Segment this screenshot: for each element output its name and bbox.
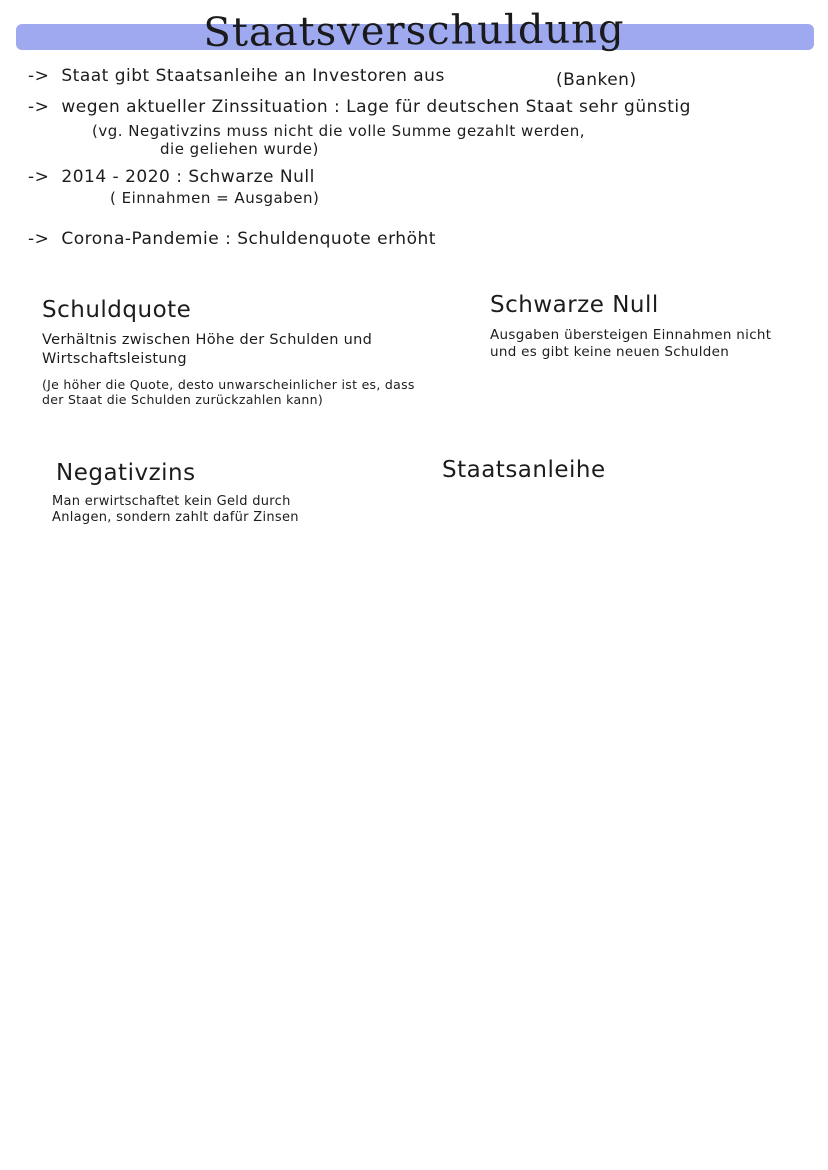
arrow-icon: -> [28,167,50,187]
note-line-2-text: wegen aktueller Zinssituation : Lage für deutschen Staat sehr günstig [61,97,691,117]
definition-negativzins-title: Negativzins [56,460,196,486]
note-line-4-text: Corona-Pandemie : Schuldenquote erhöht [61,229,436,249]
note-line-3-text: 2014 - 2020 : Schwarze Null [61,167,315,187]
note-line-2 [28,97,691,117]
definition-schwarze-null-title: Schwarze Null [490,292,659,318]
definition-schuldquote-text: Verhältnis zwischen Höhe der Schulden und Wirtschaftsleistung [42,332,373,367]
definition-schuldquote-note: (Je höher die Quote, desto unwarscheinlicher ist es, dass der Staat die Schulden zurückzahlen kann) [42,377,415,407]
note-line-3 [28,167,315,187]
note-line-1-aside: (Banken) [556,70,637,90]
note-line-2-sub-1: (vg. Negativzins muss nicht die volle Summe gezahlt werden, [92,122,585,140]
arrow-icon: -> [28,66,50,86]
definition-staatsanleihe-title: Staatsanleihe [442,457,606,483]
note-line-3-sub: ( Einnahmen = Ausgaben) [110,189,320,207]
note-line-1-text: Staat gibt Staatsanleihe an Investoren aus [61,66,445,86]
definition-schwarze-null-text: Ausgaben übersteigen Einnahmen nicht und es gibt keine neuen Schulden [490,327,772,360]
note-line-4 [28,229,436,249]
arrow-icon: -> [28,229,50,249]
definition-schuldquote-title: Schuldquote [42,297,192,323]
definition-negativzins-text: Man erwirtschaftet kein Geld durch Anlagen, sondern zahlt dafür Zinsen [52,494,299,525]
note-line-1 [28,66,445,86]
note-line-2-sub-2: die geliehen wurde) [160,140,319,158]
arrow-icon: -> [28,97,50,117]
page-title: Staatsverschuldung [203,6,625,56]
